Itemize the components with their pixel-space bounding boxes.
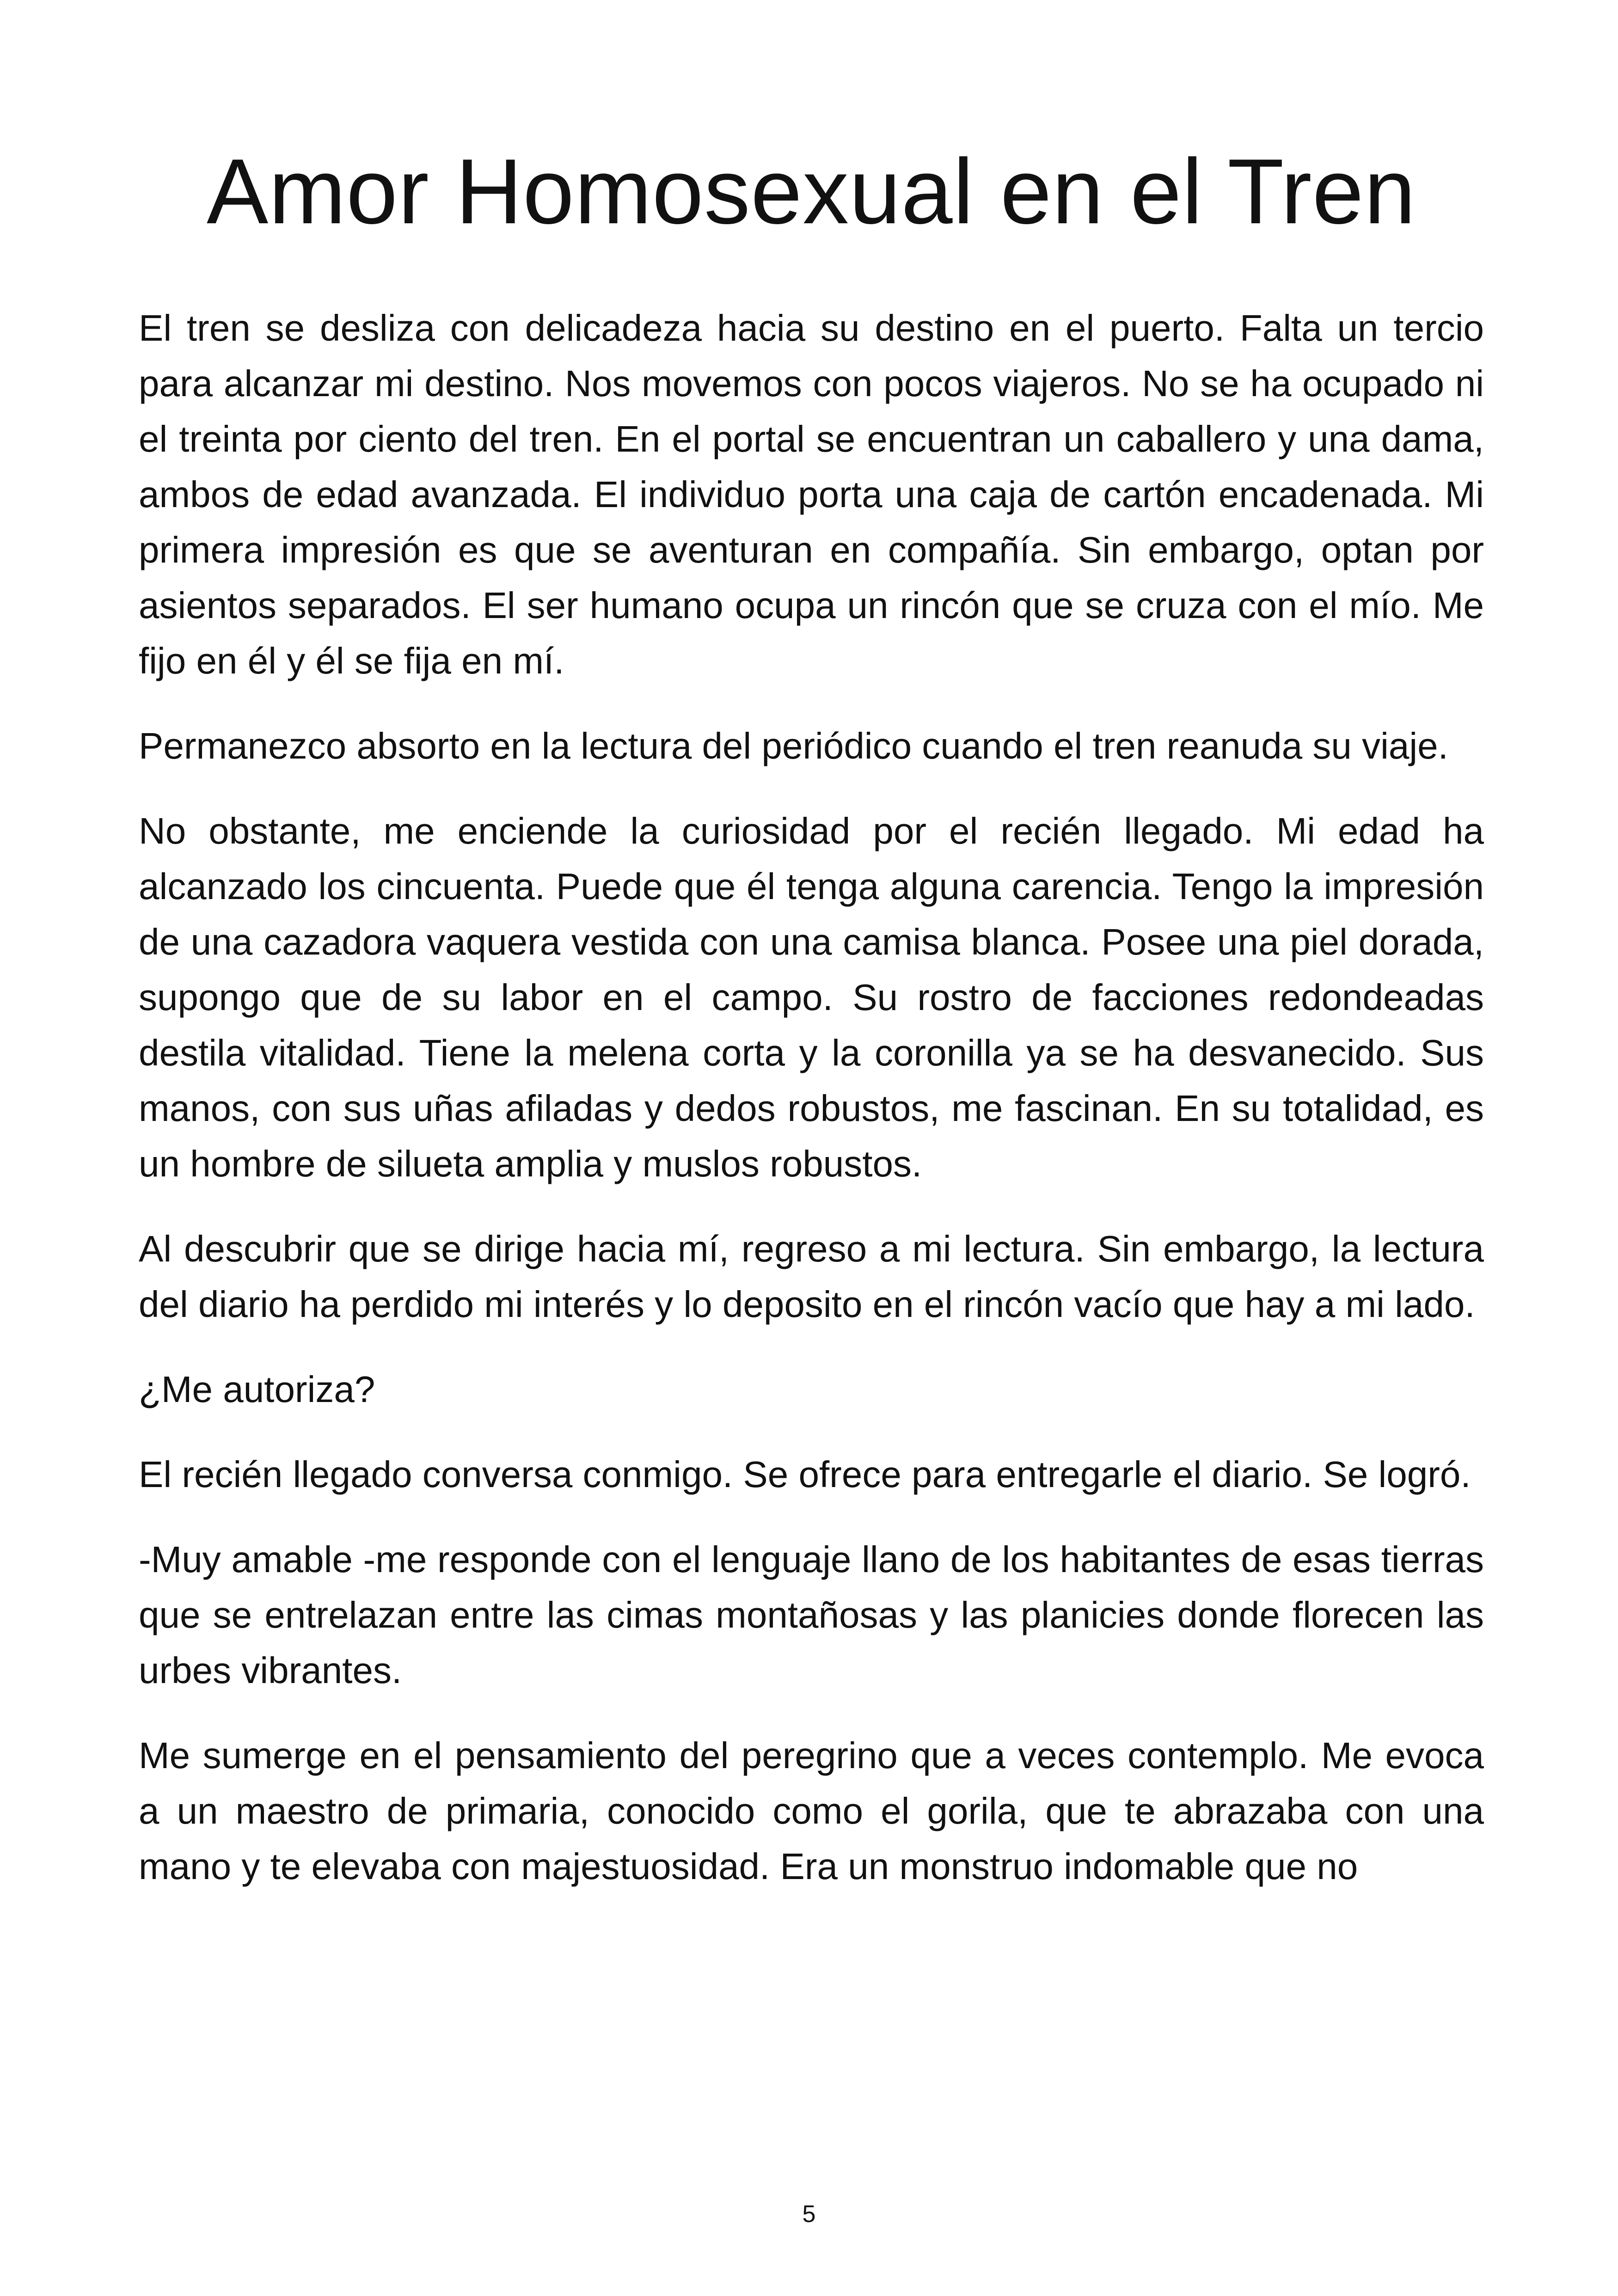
paragraph: ¿Me autoriza? (139, 1369, 375, 1410)
paragraph: Permanezco absorto en la lectura del periódico cuando el tren reanuda su viaje. (139, 725, 1448, 766)
body-text (139, 300, 1484, 1894)
page-number: 5 (802, 2201, 816, 2228)
page-title: Amor Homosexual en el Tren (206, 140, 1416, 243)
paragraph: El recién llegado conversa conmigo. Se ofrece para entregarle el diario. Se logró. (139, 1454, 1471, 1495)
paragraph: -Muy amable -me responde con el lenguaje llano de los habitantes de esas tierras que se entrelazan entre las cimas montañosas y las planicies donde florecen las urbes vibrantes. (139, 1539, 1484, 1691)
paragraph: No obstante, me enciende la curiosidad por el recién llegado. Mi edad ha alcanzado los cincuenta. Puede que él tenga alguna carencia. Tengo la impresión de una cazadora vaquera vestida con una camisa blanca. Posee una piel dorada, supongo que de su labor en el campo. Su rostro de facciones redondeadas destila vitalidad. Tiene la melena corta y la coronilla ya se ha desvanecido. Sus manos, con sus uñas afiladas y dedos robustos, me fascinan. En su totalidad, es un hombre de silueta amplia y muslos robustos. (139, 810, 1484, 1184)
paragraph: Me sumerge en el pensamiento del peregrino que a veces contemplo. Me evoca a un maestro de primaria, conocido como el gorila, que te abrazaba con una mano y te elevaba con majestuosidad. Era un monstruo indomable que no (139, 1735, 1484, 1887)
paragraph: Al descubrir que se dirige hacia mí, regreso a mi lectura. Sin embargo, la lectura del diario ha perdido mi interés y lo deposito en el rincón vacío que hay a mi lado. (139, 1228, 1484, 1325)
paragraph: El tren se desliza con delicadeza hacia su destino en el puerto. Falta un tercio para alcanzar mi destino. Nos movemos con pocos viajeros. No se ha ocupado ni el treinta por ciento del tren. En el portal se encuentran un caballero y una dama, ambos de edad avanzada. El individuo porta una caja de cartón encadenada. Mi primera impresión es que se aventuran en compañía. Sin embargo, optan por asientos separados. El ser humano ocupa un rincón que se cruza con el mío. Me fijo en él y él se fija en mí. (139, 307, 1484, 681)
